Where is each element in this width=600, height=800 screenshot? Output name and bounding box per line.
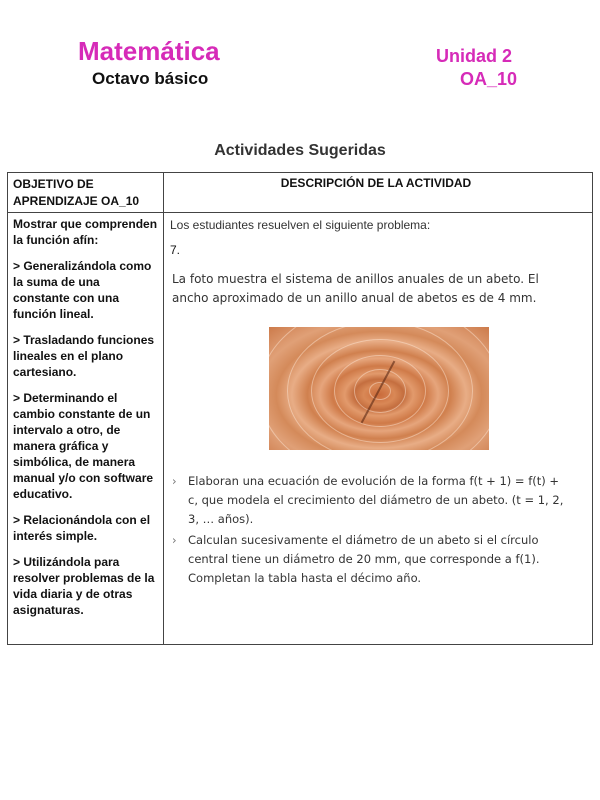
bullet-chevron-icon: › bbox=[172, 533, 177, 547]
list-item bbox=[172, 472, 572, 529]
objective-item: > Trasladando funciones lineales en el plano cartesiano. bbox=[13, 333, 155, 379]
objective-item: Mostrar que comprenden la función afín: bbox=[13, 217, 158, 247]
subject-title: Matemática bbox=[78, 36, 220, 66]
table-border-right bbox=[592, 172, 593, 645]
unit-label: Unidad 2 bbox=[436, 46, 513, 66]
section-title: Actividades Sugeridas bbox=[214, 142, 386, 159]
objective-item: > Relacionándola con el interés simple. bbox=[13, 513, 151, 543]
activity-intro: Los estudiantes resuelven el siguiente problema: bbox=[170, 218, 431, 232]
problem-number: 7. bbox=[170, 243, 181, 257]
table-column-divider bbox=[163, 172, 164, 645]
list-item bbox=[172, 531, 572, 588]
column-header-objective: OBJETIVO DE APRENDIZAJE OA_10 bbox=[13, 177, 140, 208]
bullet-chevron-icon: › bbox=[172, 474, 177, 488]
problem-statement: La foto muestra el sistema de anillos anuales de un abeto. El ancho aproximado de un anillo anual de abetos es de 4 mm. bbox=[172, 272, 539, 305]
table-header-divider bbox=[7, 212, 593, 213]
bullet-text: Calculan sucesivamente el diámetro de un abeto si el círculo central tiene un diámetro de 20 mm, que corresponde a f(1). Completan la tabla hasta el décimo año. bbox=[188, 533, 540, 585]
activity-bullets bbox=[172, 472, 572, 590]
table-border-top bbox=[7, 172, 593, 173]
objective-item: > Utilizándola para resolver problemas de la vida diaria y de otras asignaturas. bbox=[13, 555, 155, 617]
level-label: Octavo básico bbox=[92, 69, 209, 88]
tree-rings-photo bbox=[269, 327, 489, 450]
table-border-bottom bbox=[7, 644, 593, 645]
bullet-text: Elaboran una ecuación de evolución de la forma f(t + 1) = f(t) + c, que modela el crecimiento del diámetro de un abeto. (t = 1, 2, 3, … años). bbox=[188, 474, 564, 526]
objective-item: > Determinando el cambio constante de un intervalo a otro, de manera gráfica y simbólica, de manera manual y/o con software educativo. bbox=[13, 391, 154, 501]
column-header-description: DESCRIPCIÓN DE LA ACTIVIDAD bbox=[280, 176, 472, 190]
table-border-left bbox=[7, 172, 8, 645]
oa-code: OA_10 bbox=[460, 69, 518, 89]
objective-item: > Generalizándola como la suma de una constante con una función lineal. bbox=[13, 259, 152, 321]
objectives-list bbox=[13, 216, 159, 628]
